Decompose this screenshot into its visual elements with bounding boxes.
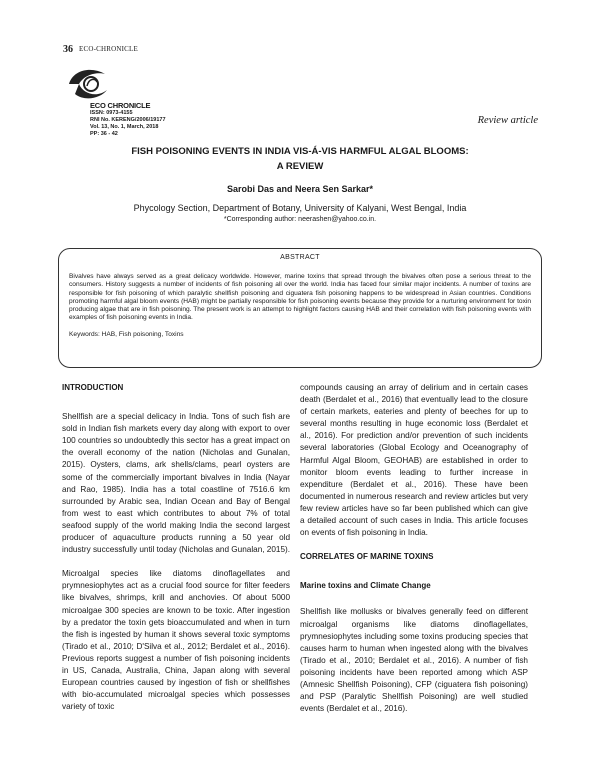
affiliation: Phycology Section, Department of Botany, University of Kalyani, West Bengal, India (133, 203, 467, 213)
journal-rni: RNI No. KERENG/2006/19177 (90, 117, 166, 123)
article-title (60, 144, 540, 174)
intro-paragraph-1: Shellfish are a special delicacy in India. Tons of such fish are sold in Indian fish markets every day along with export to over 100 countries so undoubtedly this sector has a great impact on the overall economy of the nation (Nicholas and Gunalan, 2015). Oysters, clams, ark shells/clams, pearl oysters are some of the commercially important bivalves in India (Nayar and Rao, 1985). India has a total coastline of 7516.6 km surrounded by Arabic sea, Indian Ocean and Bay of Bengal from west to east which contributes to about 7% of total seafood supply of the world making India the second largest producer of aquaculture products running a 50 year old industry successfully until today (Nicholas and Gunalan, 2015). (62, 412, 291, 555)
page-number: 36 (63, 44, 73, 55)
authors: Sarobi Das and Neera Sen Sarkar* (226, 184, 374, 194)
journal-volume: Vol. 13, No. 1, March, 2018 (90, 124, 159, 130)
corresponding-author: *Corresponding author: neerashen@yahoo.co.in. (223, 216, 377, 223)
abstract-text: Bivalves have always served as a great delicacy worldwide. However, marine toxins that spread through the bivalves often pose a serious threat to the consumers. History suggests a number of incidents of fish poisoning all over the world. India has faced four similar major incidents. A number of toxins are responsible for fish poisoning of which paralytic shellfish poisoning and ciguatera fish poisoning happens to be widespread in Asian countries. Conditions promoting harmful algal bloom events (HAB) might be partially responsible for fish poisoning events because they provide for a nurturing environment for toxin producing algae that are in fish poisoning. The present work is an attempt to highlight factors causing HAB and their correlation with fish poisoning events with examples of fish poisoning events in India. (69, 273, 531, 322)
title-line-2: A REVIEW (276, 161, 324, 172)
journal-logo-icon (61, 64, 123, 104)
keywords: Keywords: HAB, Fish poisoning, Toxins (69, 330, 184, 338)
right-column (300, 382, 528, 727)
left-column (62, 382, 290, 725)
climate-change-subheading: Marine toxins and Climate Change (300, 581, 431, 591)
introduction-heading: INTRODUCTION (62, 383, 124, 392)
abstract-box (58, 248, 542, 368)
climate-paragraph-1: Shellfish like mollusks or bivalves generally feed on different microalgal organisms like diatoms dinoflagellates, prymnesiophytes including some toxins producing species that causes harm to human when ingested along with the bivalves (Tirado et al., 2010; Berdalet et al., 2016). A number of fish poisoning incidents have been reported among which ASP (Amnesic Shellfish Poisoning), CFP (ciguatera fish poisoning) and PSP (Paralytic Shellfish Poisoning) are well studied events (Berdalet et al., 2016). (300, 607, 528, 714)
intro-paragraph-2: Microalgal species like diatoms dinoflagellates and prymnesiophytes act as a crucial food source for filter feeders like bivalves, shrimps, krill and anchovies. Of about 5000 microalgae 300 species are known to be toxic. After ingestion by a predator the toxin gets bioaccumulated and when in turn the fish is ingested by human it shows several toxic symptoms (Tirado et al., 2010; D'Silva et al., 2012; Berdalet et al., 2016). Previous reports suggest a number of fish poisoning incidents in US, Canada, Australia, China, Japan along with several European countries caused by ingestion of fish or shellfishes with bio-accumulated microalgal species which possesses variety of toxic (62, 569, 290, 712)
journal-issn: ISSN: 0973-4155 (90, 110, 133, 116)
journal-info (90, 101, 230, 138)
intro-paragraph-3: compounds causing an array of delirium and in certain cases death (Berdalet et al., 2016) that eventually lead to the closure of certain markets, eateries and plenty of beeches for up to several months resulting in huge economic loss (Berdalet et al., 2016). For prediction and/or prevention of such incidents several laboratories (Global Ecology and Oceanography of Harmful Algal Bloom, GEOHAB) are established in order to monitor bloom events leading to further increase in expenditure (Berdalet et al., 2016). These have been documented in numerous research and review articles but very few review articles have so far been published which can give a detailed account of such cases in India. This article focuses on events of fish poisoning in India. (300, 383, 528, 538)
journal-pages: PP: 36 - 42 (90, 131, 118, 137)
article-type: Review article (477, 115, 538, 126)
title-line-1: FISH POISONING EVENTS IN INDIA VIS-Á-VIS HARMFUL ALGAL BLOOMS: (131, 146, 469, 157)
abstract-heading: ABSTRACT (280, 254, 320, 261)
running-head: ECO-CHRONICLE (79, 45, 138, 53)
correlates-heading: CORRELATES OF MARINE TOXINS (300, 552, 434, 562)
journal-name: ECO CHRONICLE (90, 101, 151, 110)
